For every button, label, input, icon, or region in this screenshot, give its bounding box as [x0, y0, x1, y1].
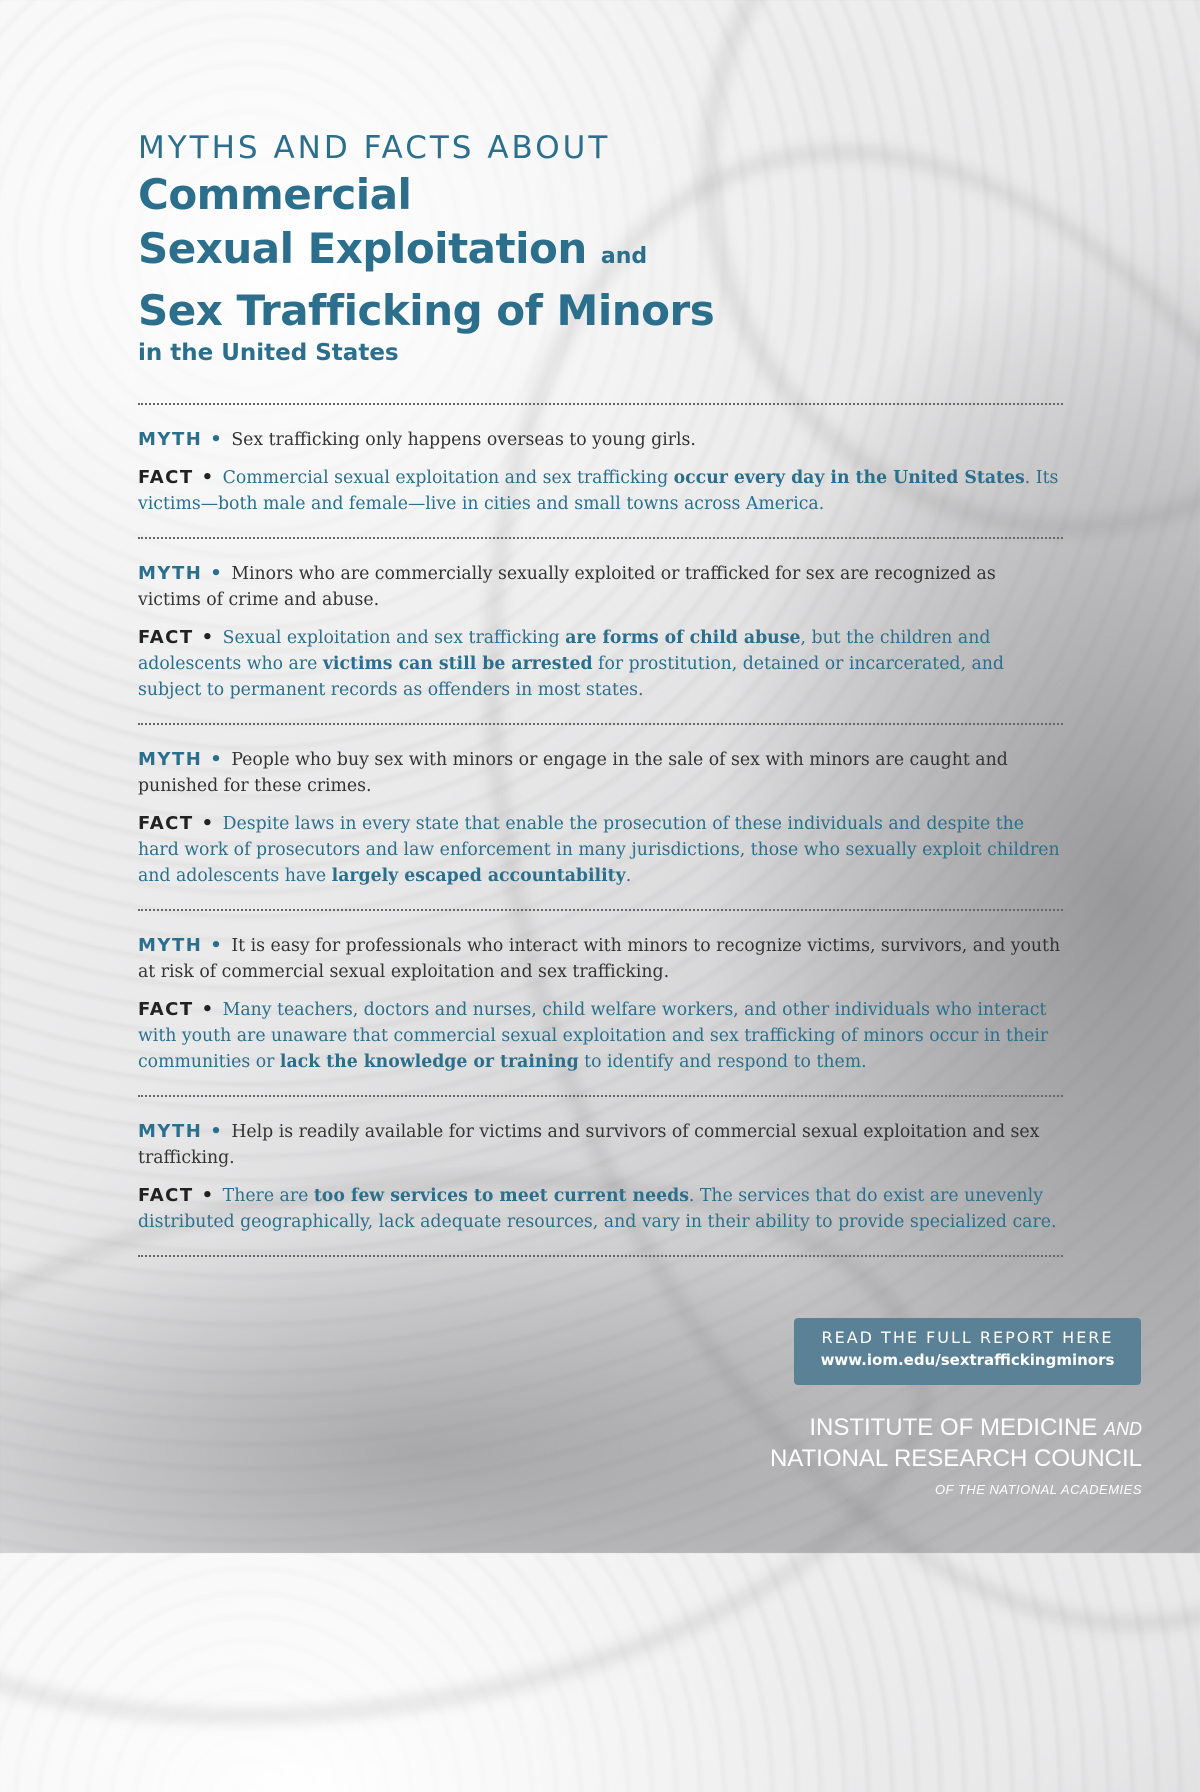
myth-label: MYTH — [138, 563, 203, 584]
fact-text: . The services that do exist are unevenly distributed geographically, lack adequate resources, and vary in their ability to provide specialized care. — [138, 1186, 1057, 1232]
organization-logo — [770, 1413, 1142, 1497]
myth-fact-item — [138, 725, 1063, 909]
org-line-2: NATIONAL RESEARCH COUNCIL — [769, 1445, 1142, 1472]
fact-paragraph — [138, 811, 1063, 889]
header — [138, 128, 714, 368]
title-line-2 — [138, 222, 714, 284]
fact-paragraph — [138, 465, 1063, 517]
org-and: AND — [1103, 1419, 1142, 1439]
fact-text: Sexual exploitation and sex trafficking — [222, 628, 566, 648]
org-name-1: INSTITUTE OF MEDICINE — [809, 1414, 1098, 1441]
subtitle: in the United States — [138, 340, 399, 366]
myth-paragraph — [138, 1119, 1063, 1171]
fact-emphasis: too few services to meet current needs — [313, 1186, 689, 1206]
bullet: • — [210, 1121, 224, 1142]
myth-paragraph — [138, 427, 1063, 453]
myth-label: MYTH — [138, 749, 203, 770]
fact-paragraph — [138, 625, 1063, 703]
org-line-3: OF THE NATIONAL ACADEMIES — [934, 1482, 1142, 1497]
full-report-link[interactable] — [794, 1318, 1141, 1385]
bullet: • — [201, 467, 215, 488]
myth-fact-item — [138, 911, 1063, 1095]
divider — [138, 1255, 1063, 1257]
fact-emphasis: largely escaped accountability — [331, 866, 626, 886]
fact-text: Many teachers, doctors and nurses, child welfare workers, and other individuals who interact with youth are unaware that commercial sexual exploitation and sex trafficking of minors occur in their communities or — [138, 1000, 1049, 1072]
fact-emphasis: victims can still be arrested — [322, 654, 593, 674]
myth-paragraph — [138, 747, 1063, 799]
fact-text: to identify and respond to them. — [578, 1052, 867, 1072]
kicker: MYTHS AND FACTS ABOUT — [138, 130, 611, 166]
fact-text: . Its victims—both male and female—live in cities and small towns across America. — [138, 468, 1059, 514]
fact-emphasis: occur every day in the United States — [673, 468, 1025, 488]
myth-paragraph — [138, 933, 1063, 985]
myth-label: MYTH — [138, 429, 203, 450]
myth-paragraph — [138, 561, 1063, 613]
cta-url: www.iom.edu/sextraffickingminors — [820, 1351, 1115, 1369]
fact-text: Despite laws in every state that enable the prosecution of these individuals and despite the hard work of prosecutors and law enforcement in many jurisdictions, those who sexually exploit children and adolescents have — [138, 814, 1060, 886]
title-line-3: Sex Trafficking of Minors — [138, 286, 715, 335]
myth-text: Sex trafficking only happens overseas to young girls. — [231, 430, 696, 450]
myth-text: People who buy sex with minors or engage in the sale of sex with minors are caught and punished for these crimes. — [138, 750, 1008, 796]
fact-paragraph — [138, 997, 1063, 1075]
fact-text: Commercial sexual exploitation and sex trafficking — [222, 468, 674, 488]
fact-paragraph — [138, 1183, 1063, 1235]
myth-text: Help is readily available for victims and survivors of commercial sexual exploitation and sex trafficking. — [138, 1122, 1040, 1168]
fact-emphasis: are forms of child abuse — [565, 628, 801, 648]
title-line-2-and: and — [600, 244, 648, 269]
bullet: • — [210, 935, 224, 956]
bullet: • — [201, 1185, 215, 1206]
title-line-2-main: Sexual Exploitation — [138, 224, 587, 273]
fact-label: FACT — [138, 999, 194, 1020]
org-line-1 — [770, 1413, 1142, 1444]
title-line-1: Commercial — [138, 170, 412, 219]
fact-emphasis: lack the knowledge or training — [279, 1052, 579, 1072]
fact-text: There are — [222, 1186, 314, 1206]
fact-label: FACT — [138, 627, 194, 648]
myth-text: It is easy for professionals who interact with minors to recognize victims, survivors, and youth at risk of commercial sexual exploitation and sex trafficking. — [138, 936, 1061, 982]
fact-label: FACT — [138, 813, 194, 834]
myth-fact-item — [138, 1097, 1063, 1255]
bullet: • — [201, 627, 215, 648]
myth-label: MYTH — [138, 935, 203, 956]
bullet: • — [210, 429, 224, 450]
myth-fact-item — [138, 405, 1063, 537]
myth-text: Minors who are commercially sexually exploited or trafficked for sex are recognized as victims of crime and abuse. — [138, 564, 996, 610]
bullet: • — [201, 999, 215, 1020]
fact-text: . — [625, 866, 632, 886]
bullet: • — [210, 563, 224, 584]
cta-label: READ THE FULL REPORT HERE — [821, 1328, 1114, 1347]
bullet: • — [201, 813, 215, 834]
fact-text: for prostitution, detained or incarcerated, and subject to permanent records as offenders in most states. — [138, 654, 1004, 700]
fact-label: FACT — [138, 1185, 194, 1206]
fact-label: FACT — [138, 467, 194, 488]
myth-label: MYTH — [138, 1121, 203, 1142]
myth-fact-list — [138, 403, 1063, 1257]
myth-fact-item — [138, 539, 1063, 723]
fact-text: , but the children and adolescents who are — [138, 628, 991, 674]
bullet: • — [210, 749, 224, 770]
